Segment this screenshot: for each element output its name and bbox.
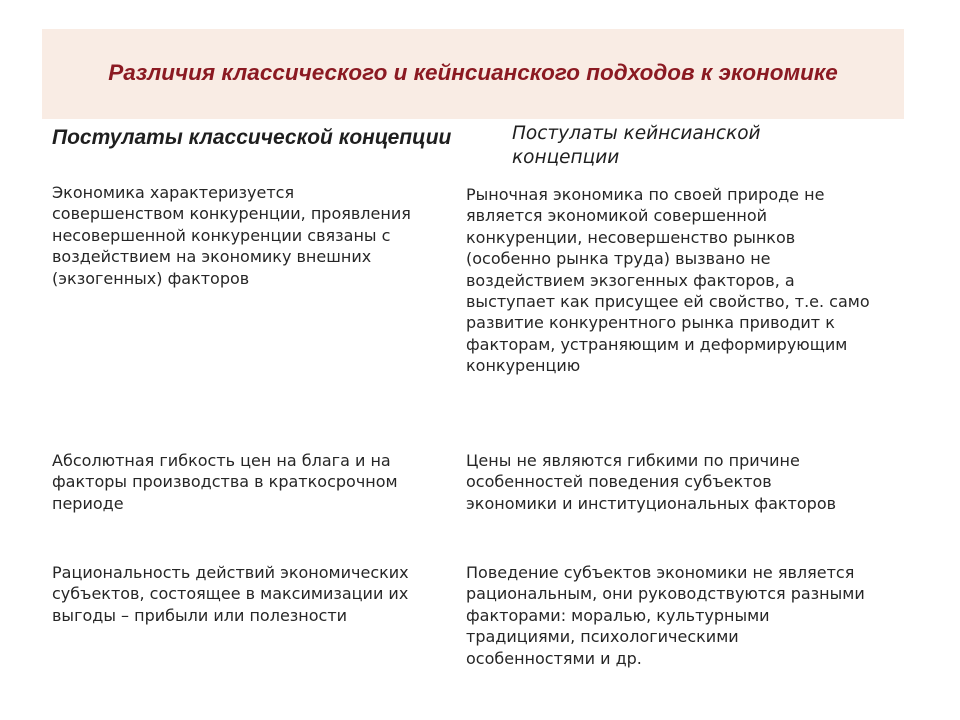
text-line: развитие конкурентного рынка приводит к xyxy=(466,313,835,333)
text-line: конкуренцию xyxy=(466,356,581,376)
column-header-keynesian-line: Постулаты кейнсианской xyxy=(512,123,761,144)
text-line: факторами: моралью, культурными xyxy=(466,605,770,625)
row3-keynesian-text xyxy=(466,562,911,669)
column-header-keynesian xyxy=(512,122,842,170)
text-line: совершенством конкуренции, проявления xyxy=(52,204,411,224)
text-line: экономики и институциональных факторов xyxy=(466,493,837,513)
text-line: особенностями и др. xyxy=(466,648,642,668)
column-header-classical: Постулаты классической концепции xyxy=(52,126,452,149)
row3-classical-text xyxy=(52,562,460,626)
text-line: является экономикой совершенной xyxy=(466,206,768,226)
row1-classical-text xyxy=(52,182,460,289)
text-line: (экзогенных) факторов xyxy=(52,268,250,288)
text-line: конкуренции, несовершенство рынков xyxy=(466,227,796,247)
row2-keynesian-text xyxy=(466,450,911,514)
text-line: факторы производства в краткосрочном xyxy=(52,472,398,492)
text-line: несовершенной конкуренции связаны с xyxy=(52,225,391,245)
column-header-keynesian-line: концепции xyxy=(512,147,620,168)
slide-title: Различия классического и кейнсианского подходов к экономике xyxy=(108,60,838,85)
text-line: Рыночная экономика по своей природе не xyxy=(466,185,825,204)
text-line: воздействием экзогенных факторов, а xyxy=(466,270,795,290)
title-band xyxy=(42,29,904,119)
text-line: субъектов, состоящее в максимизации их xyxy=(52,584,409,604)
text-line: периоде xyxy=(52,493,124,513)
row1-keynesian-text xyxy=(466,184,911,377)
text-line: Экономика характеризуется xyxy=(52,183,295,202)
text-line: факторам, устраняющим и деформирующим xyxy=(466,334,848,354)
text-line: рациональным, они руководствуются разными xyxy=(466,584,865,604)
text-line: выступает как присущее ей свойство, т.е. само xyxy=(466,292,870,312)
text-line: Абсолютная гибкость цен на блага и на xyxy=(52,451,391,470)
text-line: Поведение субъектов экономики не является xyxy=(466,563,855,582)
text-line: Рациональность действий экономических xyxy=(52,563,409,582)
text-line: традициями, психологическими xyxy=(466,627,739,647)
text-line: особенностей поведения субъектов xyxy=(466,472,772,492)
text-line: (особенно рынка труда) вызвано не xyxy=(466,249,771,269)
text-line: выгоды – прибыли или полезности xyxy=(52,605,348,625)
text-line: Цены не являются гибкими по причине xyxy=(466,451,800,470)
row2-classical-text xyxy=(52,450,460,514)
text-line: воздействием на экономику внешних xyxy=(52,247,372,267)
